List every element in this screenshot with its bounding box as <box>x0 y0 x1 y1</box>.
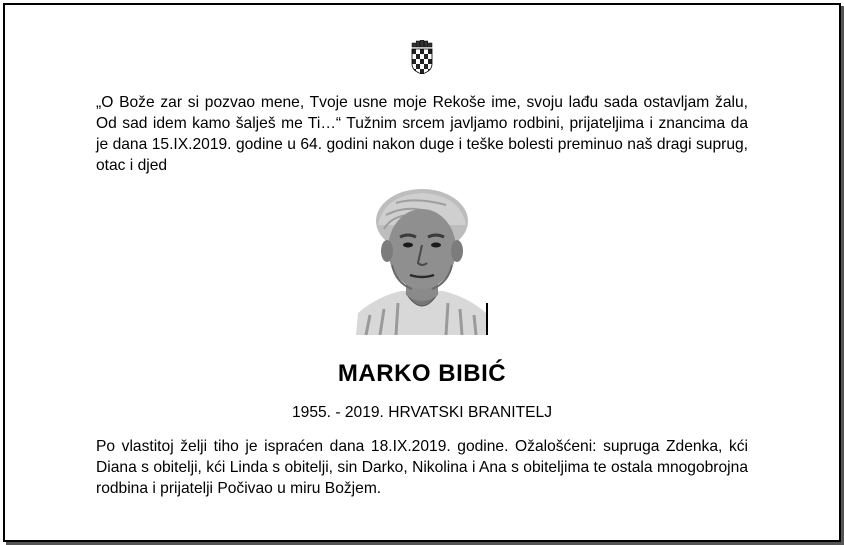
closing-paragraph: Po vlastitoj želji tiho je ispraćen dana 18.IX.2019. godine. Ožalošćeni: supruga Zdenka, kći Diana s obitelji, kći Linda s obitelji, sin Darko, Nikolina i Ana s obiteljima te ostala mnogobrojna rodbina i prijatelji Počivao u miru Božjem. <box>96 438 748 497</box>
intro-paragraph: „O Bože zar si pozvao mene, Tvoje usne moje Rekoše ime, svoju lađu sada ostavljam žalu, Od sad idem kamo šalješ me Ti…“ Tužnim srcem javljamo rodbini, prijateljima i znancima da je dana 15.IX.2019. godine u 64. godini nakon duge i teške bolesti preminuo naš dragi suprug, otac i djed <box>96 94 748 174</box>
life-dates: 1955. - 2019. HRVATSKI BRANITELJ <box>291 404 552 421</box>
portrait-photo <box>356 185 488 335</box>
croatian-coat-of-arms-icon <box>411 40 433 74</box>
deceased-name: MARKO BIBIĆ <box>337 360 507 387</box>
